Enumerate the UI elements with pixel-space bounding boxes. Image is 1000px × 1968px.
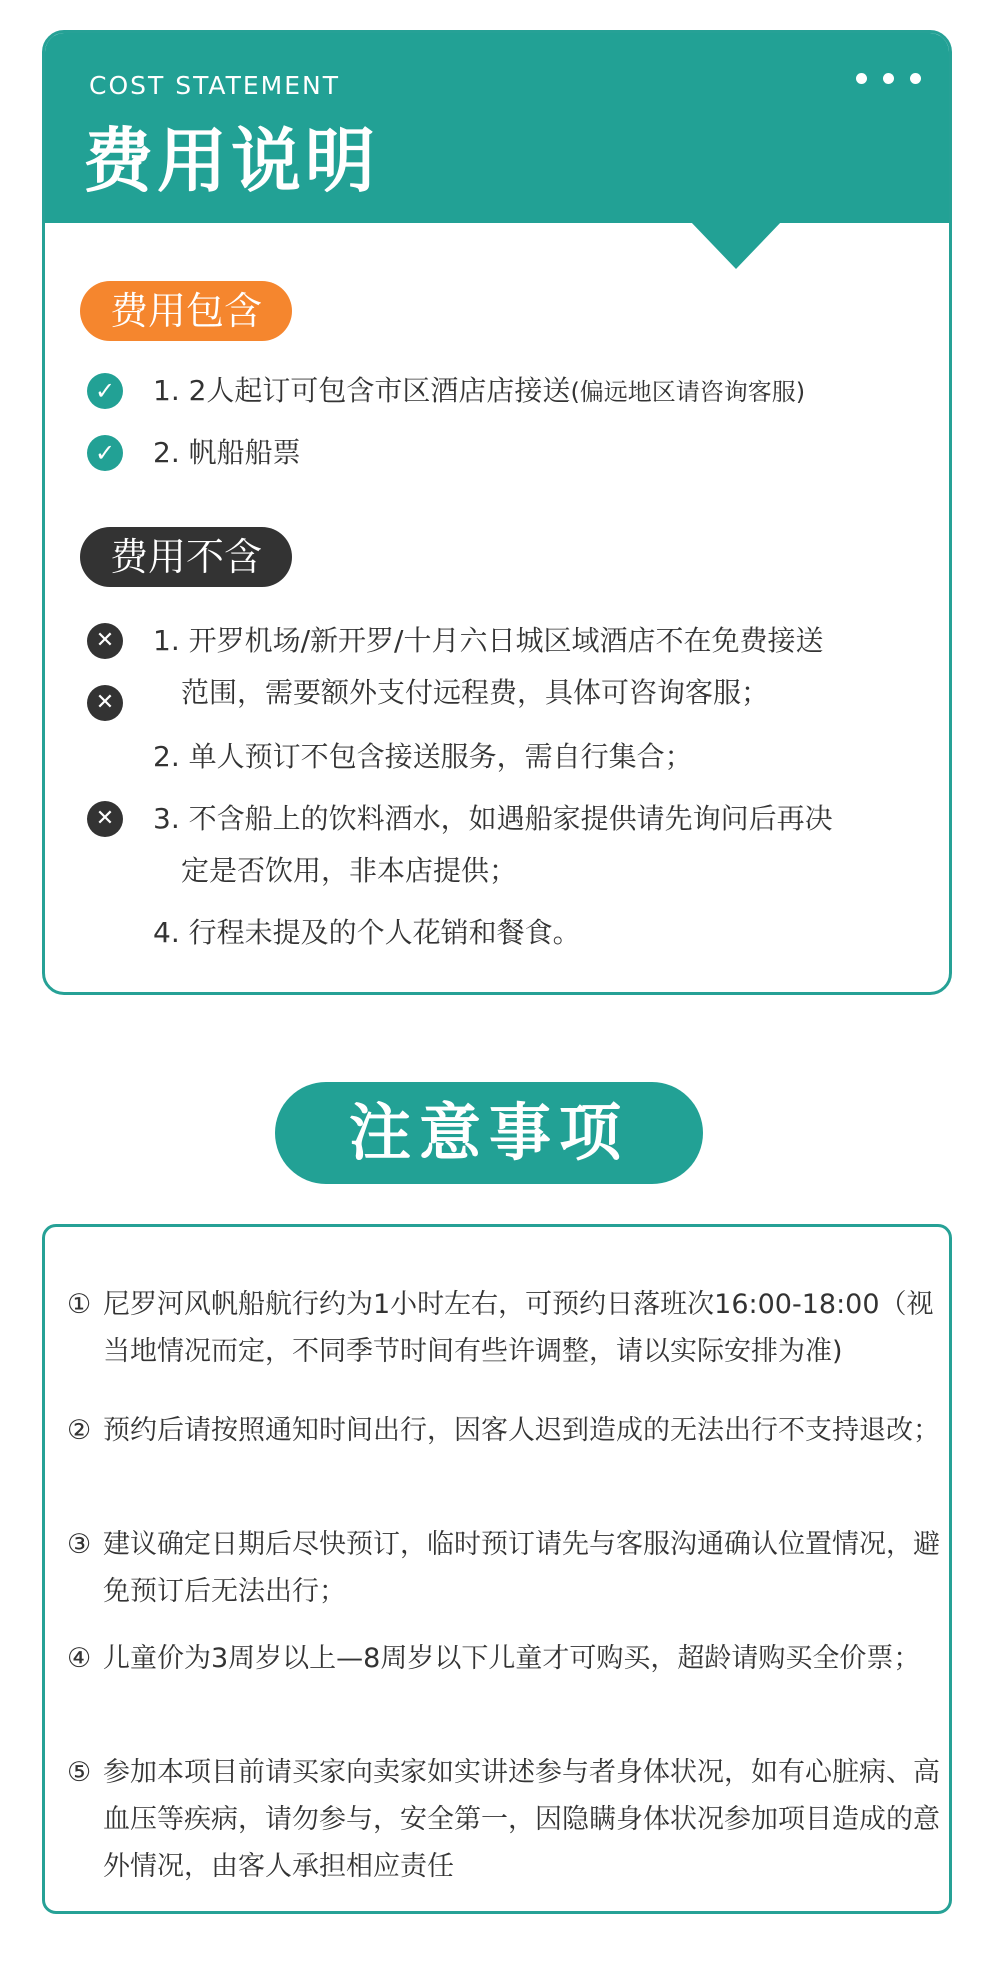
notice-item-3 <box>67 1521 942 1615</box>
notice-card <box>42 1224 952 1914</box>
include-item-1-text: 1. 2人起订可包含市区酒店店接送 <box>153 374 571 407</box>
notice-item-4 <box>67 1635 942 1682</box>
cost-subtitle: COST STATEMENT <box>89 71 340 100</box>
header-notch <box>690 221 782 269</box>
more-dots-icon <box>856 73 921 84</box>
exclude-item-2: 2. 单人预订不包含接送服务，需自行集合； <box>153 740 693 773</box>
exclude-item-4: 4. 行程未提及的个人花销和餐食。 <box>153 916 581 949</box>
x-icon: ✕ <box>87 685 123 721</box>
cost-header <box>45 33 949 223</box>
notice-title: 注意事项 <box>275 1082 703 1184</box>
include-item-2: 2. 帆船船票 <box>153 436 301 469</box>
include-item-1-note: (偏远地区请咨询客服) <box>570 378 806 406</box>
exclude-item-3-line1: 3. 不含船上的饮料酒水，如遇船家提供请先询问后再决 <box>153 802 833 835</box>
cost-statement-card <box>42 30 952 995</box>
notice-item-1 <box>67 1281 942 1375</box>
notice-item-5 <box>67 1749 942 1890</box>
notice-item-number: ④ <box>67 1643 92 1674</box>
check-icon: ✓ <box>87 373 123 409</box>
notice-item-text: 尼罗河风帆船航行约为1小时左右，可预约日落班次16:00-18:00（视当地情况而定，不同季节时间有些许调整，请以实际安排为准) <box>103 1289 934 1367</box>
notice-item-text: 儿童价为3周岁以上—8周岁以下儿童才可购买，超龄请购买全价票； <box>103 1643 921 1674</box>
notice-item-text: 预约后请按照通知时间出行，因客人迟到造成的无法出行不支持退改； <box>103 1415 940 1446</box>
exclude-item-1-line1: 1. 开罗机场/新开罗/十月六日城区域酒店不在免费接送 <box>153 624 824 657</box>
include-item-1 <box>153 371 805 412</box>
includes-label: 费用包含 <box>80 281 292 341</box>
check-icon: ✓ <box>87 435 123 471</box>
cost-title: 费用说明 <box>83 120 379 202</box>
notice-item-number: ⑤ <box>67 1757 92 1788</box>
notice-item-text: 参加本项目前请买家向卖家如实讲述参与者身体状况，如有心脏病、高血压等疾病，请勿参与，安全第一，因隐瞒身体状况参加项目造成的意外情况，由客人承担相应责任 <box>103 1757 940 1882</box>
exclude-item-3-line2: 定是否饮用，非本店提供； <box>181 854 518 887</box>
excludes-label: 费用不含 <box>80 527 292 587</box>
exclude-item-1-line2: 范围，需要额外支付远程费，具体可咨询客服； <box>181 676 770 709</box>
notice-item-2 <box>67 1407 942 1454</box>
notice-item-number: ① <box>67 1289 92 1320</box>
notice-item-text: 建议确定日期后尽快预订，临时预订请先与客服沟通确认位置情况，避免预订后无法出行； <box>103 1529 940 1607</box>
x-icon: ✕ <box>87 623 123 659</box>
notice-item-number: ③ <box>67 1529 92 1560</box>
notice-item-number: ② <box>67 1415 92 1446</box>
x-icon: ✕ <box>87 801 123 837</box>
